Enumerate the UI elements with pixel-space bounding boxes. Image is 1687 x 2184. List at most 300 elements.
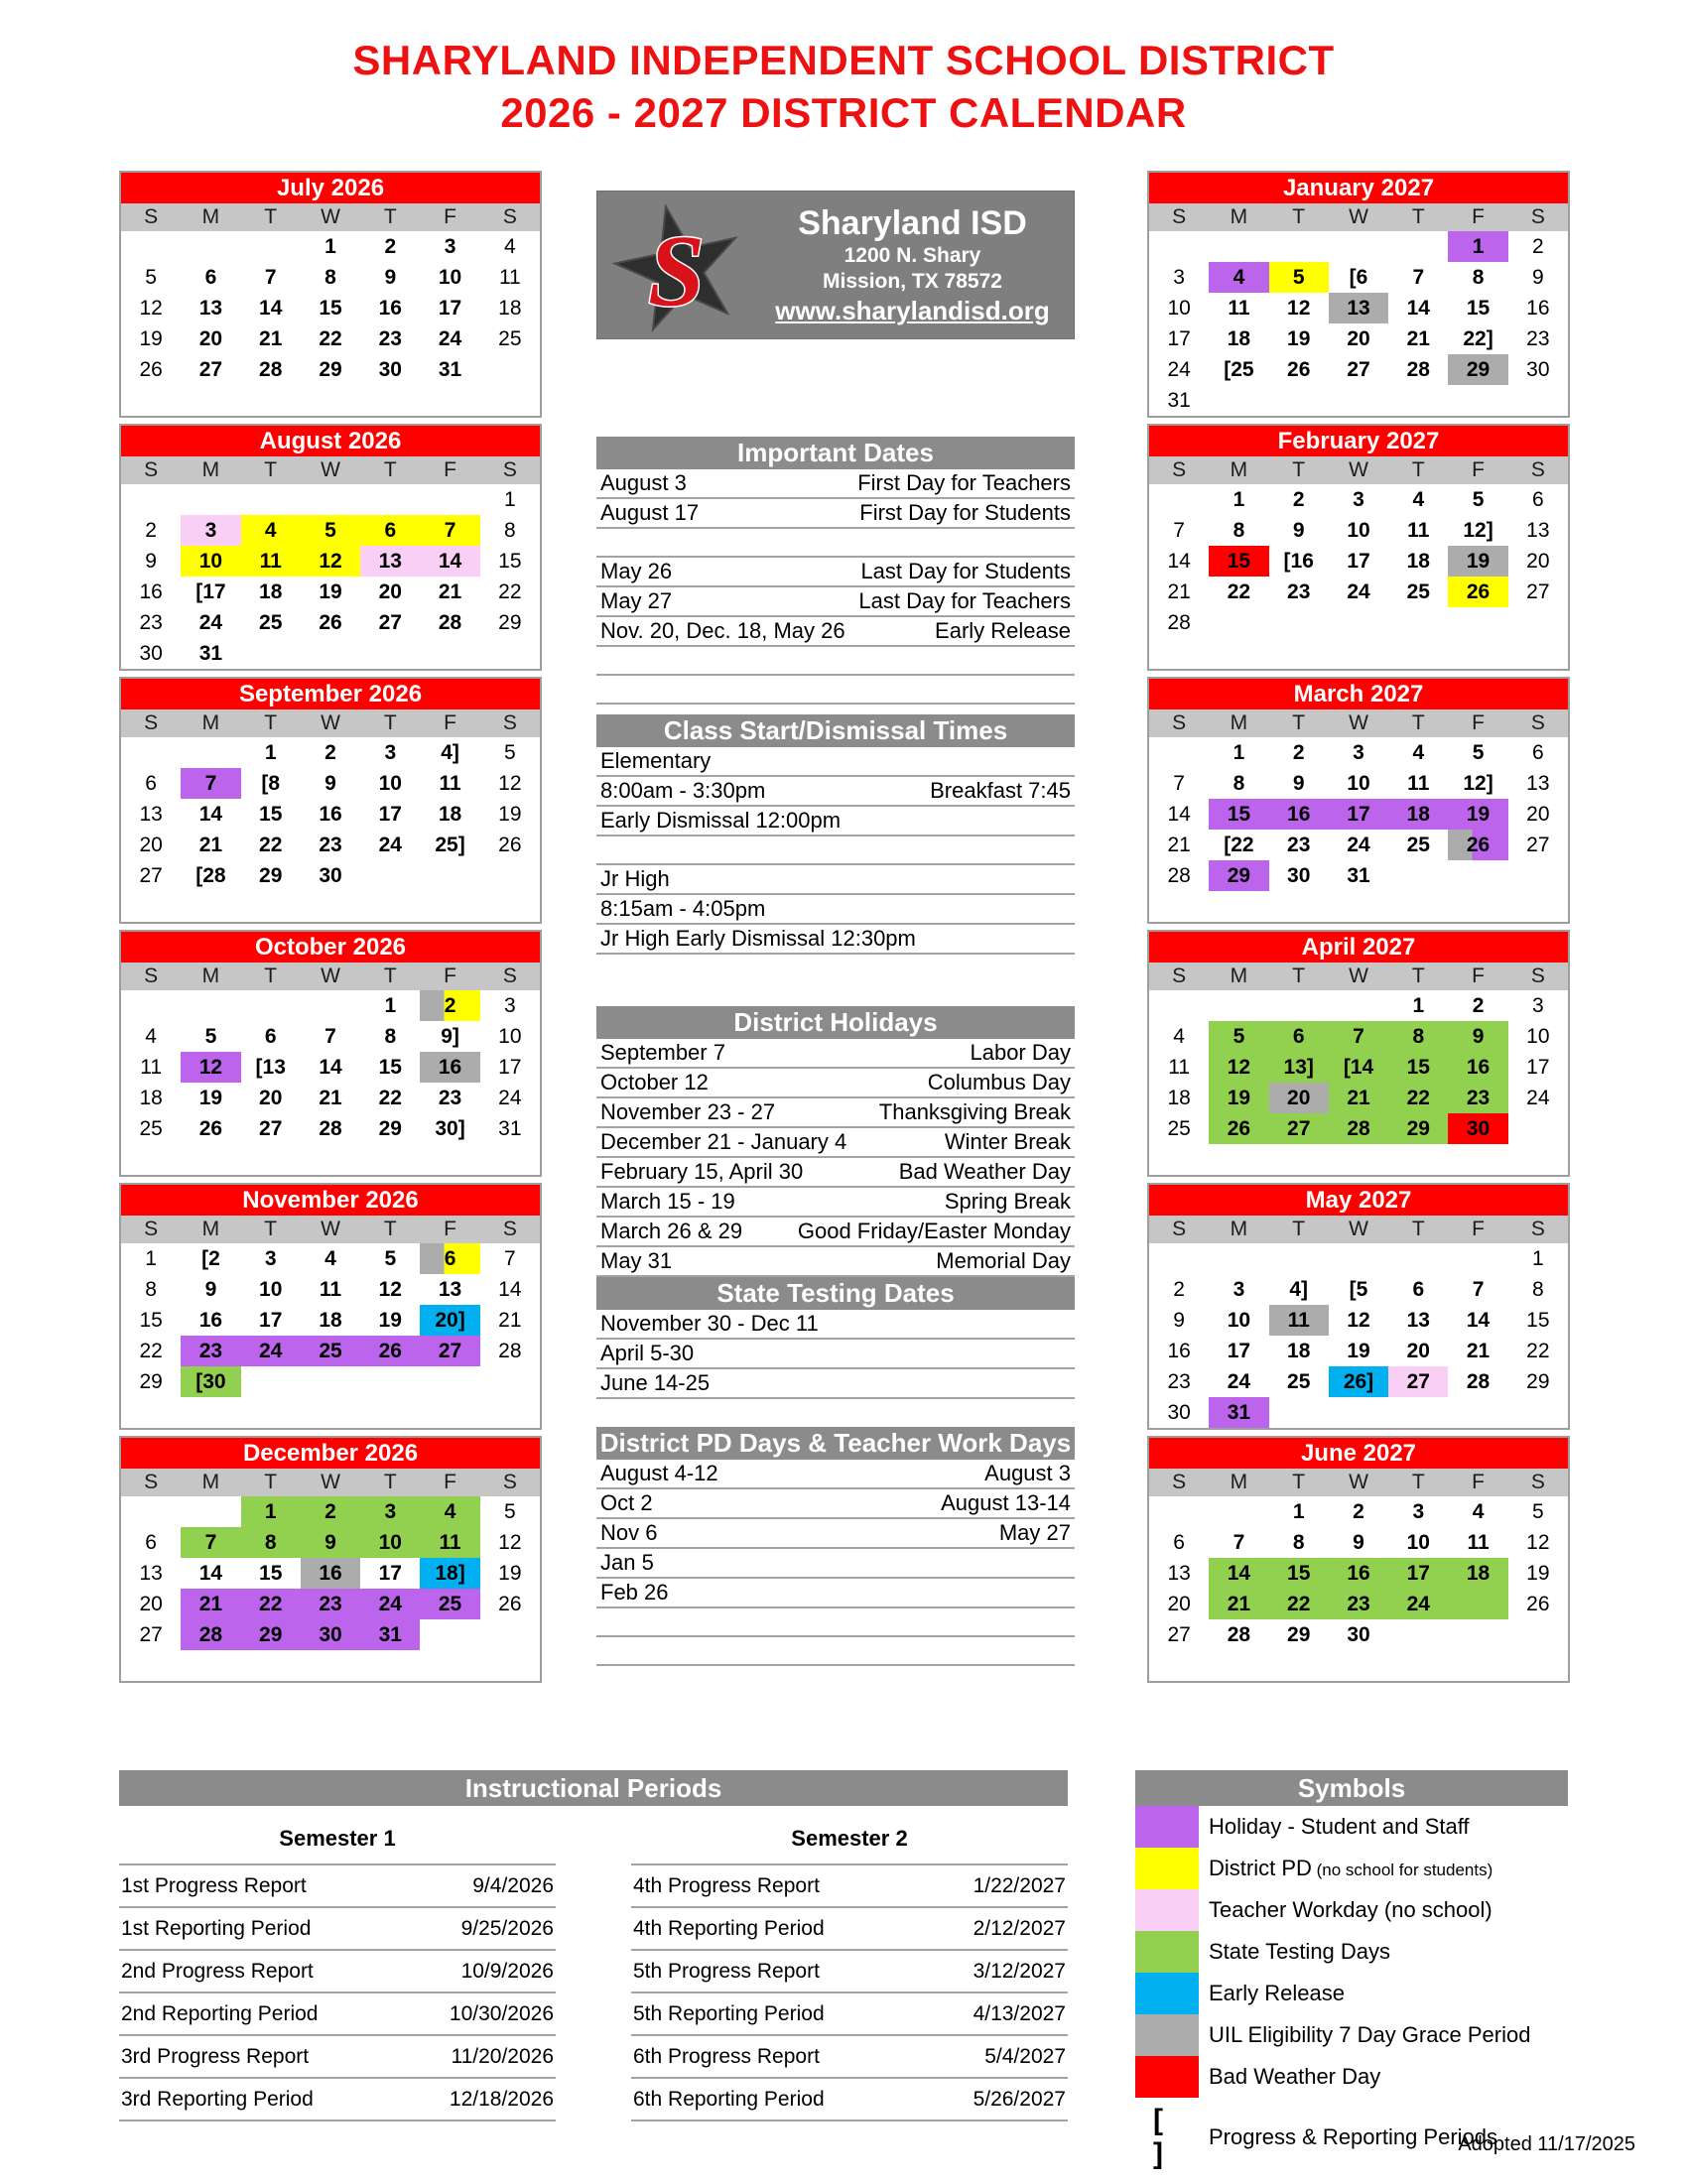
page-title bbox=[0, 34, 1687, 139]
info-row-value: Last Day for Teachers bbox=[858, 588, 1071, 613]
district-name: Sharyland ISD bbox=[798, 204, 1027, 242]
day-cell: 8 bbox=[1233, 519, 1245, 542]
day-cell: 24 bbox=[360, 1589, 420, 1619]
weekday-label: T bbox=[264, 205, 278, 228]
day-cell: 15 bbox=[1466, 297, 1491, 320]
weekday-header-row bbox=[121, 963, 540, 990]
day-cell: 19 bbox=[1448, 546, 1507, 577]
period-row bbox=[631, 2079, 1068, 2121]
month-days-grid bbox=[1149, 737, 1568, 922]
period-date: 10/30/2026 bbox=[449, 2002, 554, 2025]
day-cell: 3 bbox=[1353, 488, 1364, 511]
day-cell: 12 bbox=[1209, 1052, 1268, 1083]
day-cell: 31 bbox=[438, 358, 462, 381]
day-cell: 9 bbox=[1292, 772, 1305, 795]
weekday-label: T bbox=[1411, 1471, 1425, 1493]
weekday-label: S bbox=[502, 205, 517, 228]
period-date: 11/20/2026 bbox=[451, 2045, 554, 2068]
day-cell: 30 bbox=[1448, 1113, 1507, 1144]
day-cell bbox=[420, 638, 479, 669]
day-cell: 4 bbox=[1472, 1500, 1485, 1523]
day-cell: 16 bbox=[1526, 297, 1550, 320]
day-cell: 21 bbox=[1466, 1340, 1491, 1362]
day-cell bbox=[1329, 607, 1388, 638]
day-cell: 29 bbox=[1209, 860, 1268, 891]
day-cell: 11 bbox=[241, 546, 301, 577]
day-cell bbox=[360, 638, 420, 669]
period-row bbox=[631, 2036, 1068, 2079]
weekday-label: T bbox=[383, 1218, 397, 1240]
weekday-label: S bbox=[1530, 964, 1545, 987]
info-row-label: 8:00am - 3:30pm bbox=[600, 778, 766, 803]
month-days-grid bbox=[121, 990, 540, 1175]
weekday-label: W bbox=[1349, 458, 1368, 481]
symbol-row-bad-weather-day bbox=[1135, 2056, 1568, 2098]
info-row bbox=[596, 1069, 1075, 1098]
info-row bbox=[596, 1340, 1075, 1369]
day-cell: 4 bbox=[324, 1247, 336, 1270]
day-cell: 6 bbox=[1412, 1278, 1425, 1301]
day-cell: 24 bbox=[198, 611, 223, 634]
info-row bbox=[596, 1247, 1075, 1277]
info-row-value: Spring Break bbox=[944, 1189, 1071, 1214]
semester-2-table bbox=[631, 1806, 1068, 2121]
day-cell: 23 bbox=[1329, 1589, 1388, 1619]
semester-1-title: Semester 1 bbox=[119, 1826, 556, 1865]
symbol-swatch-green-icon bbox=[1135, 1931, 1199, 1973]
day-cell: 6 bbox=[145, 1531, 157, 1554]
day-cell: 12 bbox=[1526, 1531, 1550, 1554]
day-cell: 12 bbox=[181, 1052, 240, 1083]
day-cell: 16 bbox=[139, 580, 163, 603]
weekday-label: M bbox=[201, 458, 220, 481]
day-cell bbox=[241, 231, 301, 262]
weekday-label: M bbox=[201, 964, 220, 987]
weekday-label: M bbox=[201, 205, 220, 228]
weekday-label: S bbox=[1530, 1218, 1545, 1240]
day-cell: 8 bbox=[384, 1025, 397, 1048]
weekday-label: M bbox=[201, 1218, 220, 1240]
weekday-label: S bbox=[1530, 711, 1545, 734]
day-cell bbox=[241, 638, 301, 669]
day-cell: 13 bbox=[1167, 1562, 1191, 1585]
symbols-legend bbox=[1135, 1770, 1568, 2171]
month-title: May 2027 bbox=[1149, 1185, 1568, 1216]
day-cell bbox=[241, 1366, 301, 1397]
period-date: 1/22/2027 bbox=[973, 1874, 1066, 1897]
day-cell: 7 bbox=[1233, 1531, 1245, 1554]
day-cell: 26 bbox=[498, 834, 522, 856]
day-cell bbox=[1448, 607, 1507, 638]
weekday-label: S bbox=[502, 1218, 517, 1240]
district-logo-box bbox=[596, 191, 1075, 339]
day-cell: 15 bbox=[498, 550, 522, 573]
day-cell bbox=[1329, 990, 1388, 1021]
day-cell: 2 bbox=[1292, 741, 1305, 764]
day-cell: 18 bbox=[1388, 799, 1448, 830]
info-row-label: Oct 2 bbox=[600, 1490, 653, 1515]
day-cell: 21 bbox=[319, 1087, 342, 1109]
month-september-2026 bbox=[119, 677, 542, 924]
weekday-label: F bbox=[1472, 205, 1485, 228]
day-cell: 2 bbox=[1292, 488, 1305, 511]
day-cell: 14 bbox=[319, 1056, 342, 1079]
weekday-label: W bbox=[321, 964, 340, 987]
info-row-label: Jr High bbox=[600, 866, 670, 891]
day-cell: 20 bbox=[259, 1087, 283, 1109]
section-district-holidays bbox=[596, 1006, 1075, 1277]
day-cell: 11 bbox=[420, 1527, 479, 1558]
day-cell: 15 bbox=[378, 1056, 402, 1079]
month-november-2026 bbox=[119, 1183, 542, 1430]
day-cell: 9 bbox=[1532, 266, 1544, 289]
day-cell: 2 bbox=[1472, 994, 1485, 1017]
day-cell: 16 bbox=[198, 1309, 223, 1332]
day-cell: 7 bbox=[420, 515, 479, 546]
day-cell: 30 bbox=[1526, 358, 1550, 381]
day-cell bbox=[1448, 1619, 1507, 1650]
day-cell: 25 bbox=[1167, 1117, 1191, 1140]
weekday-label: W bbox=[1349, 711, 1368, 734]
period-name: 2nd Reporting Period bbox=[121, 2002, 319, 2025]
period-name: 6th Progress Report bbox=[633, 2045, 820, 2068]
day-cell: 26 bbox=[319, 611, 342, 634]
day-cell: 5 bbox=[1209, 1021, 1268, 1052]
weekday-header-row bbox=[121, 1469, 540, 1496]
info-row-label: May 27 bbox=[600, 588, 673, 613]
day-cell: [8 bbox=[261, 772, 281, 795]
day-cell: 10 bbox=[1167, 297, 1191, 320]
weekday-label: W bbox=[321, 1471, 340, 1493]
day-cell: 7 bbox=[1173, 519, 1185, 542]
day-cell: 2 bbox=[1353, 1500, 1364, 1523]
day-cell: 14 bbox=[198, 1562, 223, 1585]
weekday-label: W bbox=[1349, 205, 1368, 228]
day-cell bbox=[1269, 1397, 1329, 1428]
weekday-header-row bbox=[1149, 1216, 1568, 1243]
weekday-label: M bbox=[1230, 205, 1248, 228]
day-cell: 7 bbox=[324, 1025, 336, 1048]
symbol-label: Teacher Workday (no school) bbox=[1209, 1897, 1492, 1922]
info-row-value: Thanksgiving Break bbox=[878, 1099, 1071, 1124]
day-cell: 16 bbox=[378, 297, 402, 320]
weekday-header-row bbox=[1149, 456, 1568, 484]
district-website-link[interactable]: www.sharylandisd.org bbox=[775, 296, 1050, 325]
day-cell: 17 bbox=[498, 1056, 522, 1079]
day-cell: 20] bbox=[420, 1305, 479, 1336]
weekday-label: S bbox=[502, 458, 517, 481]
day-cell: 5 bbox=[1269, 262, 1329, 293]
day-cell: 6 bbox=[360, 515, 420, 546]
day-cell: 27 bbox=[139, 864, 163, 887]
day-cell: [5 bbox=[1349, 1278, 1368, 1301]
info-row-value: Last Day for Students bbox=[860, 559, 1071, 583]
month-days-grid bbox=[1149, 1243, 1568, 1428]
info-row bbox=[596, 1489, 1075, 1519]
day-cell: 17 bbox=[259, 1309, 283, 1332]
day-cell: 16 bbox=[301, 1558, 360, 1589]
month-days-grid bbox=[1149, 1496, 1568, 1681]
day-cell: 5 bbox=[1532, 1500, 1544, 1523]
day-cell: 7 bbox=[1472, 1278, 1485, 1301]
day-cell bbox=[480, 1619, 540, 1650]
day-cell bbox=[1388, 607, 1448, 638]
day-cell: 12 bbox=[498, 1531, 522, 1554]
day-cell: 1 bbox=[324, 235, 336, 258]
day-cell: 26 bbox=[360, 1336, 420, 1366]
day-cell: 5 bbox=[384, 1247, 397, 1270]
day-cell: 27 bbox=[1526, 580, 1550, 603]
period-row bbox=[119, 1908, 556, 1951]
day-cell: 23 bbox=[1287, 580, 1311, 603]
day-cell: 20 bbox=[1269, 1083, 1329, 1113]
weekday-label: S bbox=[144, 1218, 159, 1240]
day-cell bbox=[420, 1366, 479, 1397]
period-date: 4/13/2027 bbox=[973, 2002, 1066, 2025]
weekday-label: T bbox=[383, 458, 397, 481]
day-cell bbox=[241, 990, 301, 1021]
day-cell: 29 bbox=[378, 1117, 402, 1140]
day-cell: 5 bbox=[145, 266, 157, 289]
weekday-label: T bbox=[1292, 1218, 1306, 1240]
weekday-label: T bbox=[264, 964, 278, 987]
day-cell: 24 bbox=[1526, 1087, 1550, 1109]
info-row-label: 8:15am - 4:05pm bbox=[600, 896, 766, 921]
info-row bbox=[596, 865, 1075, 895]
day-cell: 28 bbox=[319, 1117, 342, 1140]
weekday-label: F bbox=[444, 458, 456, 481]
day-cell: 16 bbox=[319, 803, 342, 826]
day-cell bbox=[121, 231, 181, 262]
weekday-label: S bbox=[144, 711, 159, 734]
day-cell: 23 bbox=[1526, 327, 1550, 350]
info-row-label: November 23 - 27 bbox=[600, 1099, 776, 1124]
day-cell: 15 bbox=[1209, 546, 1268, 577]
info-row bbox=[596, 647, 1075, 676]
info-row bbox=[596, 499, 1075, 529]
day-cell: 7 bbox=[1329, 1021, 1388, 1052]
day-cell bbox=[1448, 860, 1507, 891]
day-cell: 19 bbox=[498, 803, 522, 826]
period-name: 2nd Progress Report bbox=[121, 1960, 314, 1983]
day-cell: 22 bbox=[1526, 1340, 1550, 1362]
day-cell: 8 bbox=[145, 1278, 157, 1301]
day-cell: 29 bbox=[241, 1619, 301, 1650]
day-cell: 1 bbox=[1233, 741, 1245, 764]
info-row bbox=[596, 895, 1075, 925]
day-cell bbox=[121, 484, 181, 515]
day-cell bbox=[1269, 1243, 1329, 1274]
instructional-periods-header: Instructional Periods bbox=[119, 1770, 1068, 1806]
info-row-label: September 7 bbox=[600, 1040, 725, 1065]
day-cell: 14 bbox=[259, 297, 283, 320]
day-cell bbox=[1508, 1619, 1568, 1650]
day-cell: 4 bbox=[1173, 1025, 1185, 1048]
info-row-value: Winter Break bbox=[944, 1129, 1071, 1154]
day-cell: 8 bbox=[504, 519, 516, 542]
day-cell: 21 bbox=[438, 580, 462, 603]
day-cell: 18 bbox=[498, 297, 522, 320]
day-cell: 25] bbox=[435, 834, 465, 856]
day-cell: 5 bbox=[1472, 741, 1485, 764]
weekday-label: S bbox=[1530, 205, 1545, 228]
svg-text:S: S bbox=[648, 215, 706, 328]
day-cell bbox=[1329, 231, 1388, 262]
day-cell: 14 bbox=[420, 546, 479, 577]
day-cell: 4 bbox=[504, 235, 516, 258]
day-cell: 23 bbox=[1448, 1083, 1507, 1113]
district-address-line1: 1200 N. Shary bbox=[844, 244, 981, 267]
info-row bbox=[596, 1039, 1075, 1069]
section-header-district-holidays: District Holidays bbox=[596, 1006, 1075, 1039]
calendar-column-left bbox=[119, 171, 542, 1689]
day-cell: 10 bbox=[1347, 772, 1370, 795]
section-state-testing bbox=[596, 1277, 1075, 1399]
month-march-2027 bbox=[1147, 677, 1570, 924]
month-days-grid bbox=[121, 1496, 540, 1681]
day-cell: 8 bbox=[1388, 1021, 1448, 1052]
month-july-2026 bbox=[119, 171, 542, 418]
weekday-label: F bbox=[444, 205, 456, 228]
day-cell: 16 bbox=[1448, 1052, 1507, 1083]
day-cell: 22 bbox=[139, 1340, 163, 1362]
info-row bbox=[596, 747, 1075, 777]
weekday-label: S bbox=[1172, 711, 1187, 734]
day-cell: 23 bbox=[438, 1087, 462, 1109]
day-cell: 4] bbox=[1289, 1278, 1309, 1301]
day-cell: 13 bbox=[1406, 1309, 1430, 1332]
day-cell: 11 bbox=[1269, 1305, 1329, 1336]
weekday-label: M bbox=[1230, 964, 1248, 987]
weekday-label: W bbox=[321, 458, 340, 481]
day-cell: 15 bbox=[1209, 799, 1268, 830]
month-june-2027 bbox=[1147, 1436, 1570, 1683]
day-cell bbox=[1269, 607, 1329, 638]
weekday-label: T bbox=[1411, 964, 1425, 987]
day-cell: 4 bbox=[1412, 741, 1425, 764]
day-cell bbox=[301, 1366, 360, 1397]
info-row bbox=[596, 1519, 1075, 1549]
section-header-important-dates: Important Dates bbox=[596, 437, 1075, 469]
day-cell: 29 bbox=[259, 864, 283, 887]
day-cell: 21 bbox=[1167, 580, 1191, 603]
month-title: October 2026 bbox=[121, 932, 540, 963]
day-cell bbox=[1209, 1496, 1268, 1527]
day-cell: 16 bbox=[1167, 1340, 1191, 1362]
symbol-row-district-pd bbox=[1135, 1848, 1568, 1889]
weekday-label: T bbox=[383, 711, 397, 734]
day-cell: 17 bbox=[1329, 799, 1388, 830]
day-cell bbox=[420, 1619, 479, 1650]
day-cell: 22] bbox=[1463, 327, 1493, 350]
day-cell: 23 bbox=[1167, 1370, 1191, 1393]
day-cell bbox=[420, 484, 479, 515]
symbol-label: Holiday - Student and Staff bbox=[1209, 1814, 1470, 1839]
info-row bbox=[596, 1460, 1075, 1489]
day-cell: 6 bbox=[420, 1243, 479, 1274]
day-cell: 25 bbox=[420, 1589, 479, 1619]
weekday-label: M bbox=[201, 1471, 220, 1493]
day-cell: 9 bbox=[1173, 1309, 1185, 1332]
month-title: November 2026 bbox=[121, 1185, 540, 1216]
day-cell: 20 bbox=[1526, 550, 1550, 573]
month-days-grid bbox=[1149, 990, 1568, 1175]
day-cell: 18 bbox=[1227, 327, 1251, 350]
day-cell: 23 bbox=[301, 1589, 360, 1619]
day-cell: 29 bbox=[1388, 1113, 1448, 1144]
day-cell bbox=[181, 484, 240, 515]
day-cell bbox=[301, 484, 360, 515]
day-cell: 31 bbox=[1209, 1397, 1268, 1428]
month-days-grid bbox=[1149, 231, 1568, 416]
day-cell: [16 bbox=[1283, 550, 1314, 573]
weekday-label: F bbox=[444, 1471, 456, 1493]
day-cell: 10 bbox=[498, 1025, 522, 1048]
day-cell: 21 bbox=[259, 327, 283, 350]
day-cell: 8 bbox=[1292, 1531, 1305, 1554]
period-name: 5th Progress Report bbox=[633, 1960, 820, 1983]
day-cell bbox=[1508, 860, 1568, 891]
symbol-row-early-release bbox=[1135, 1973, 1568, 2014]
day-cell: 14 bbox=[1209, 1558, 1268, 1589]
weekday-label: M bbox=[1230, 458, 1248, 481]
day-cell: 13 bbox=[1526, 519, 1550, 542]
day-cell: 20 bbox=[139, 834, 163, 856]
info-row-label: December 21 - January 4 bbox=[600, 1129, 847, 1154]
instructional-periods bbox=[119, 1770, 1068, 2171]
day-cell bbox=[301, 990, 360, 1021]
day-cell: 25 bbox=[301, 1336, 360, 1366]
weekday-label: S bbox=[1172, 205, 1187, 228]
day-cell: 18 bbox=[1167, 1087, 1191, 1109]
weekday-header-row bbox=[1149, 709, 1568, 737]
weekday-label: S bbox=[1172, 458, 1187, 481]
info-row-label: Elementary bbox=[600, 748, 712, 773]
day-cell: 11 bbox=[319, 1278, 342, 1301]
day-cell: 16 bbox=[1329, 1558, 1388, 1589]
day-cell: 9] bbox=[441, 1025, 459, 1048]
weekday-label: T bbox=[1292, 964, 1306, 987]
weekday-label: T bbox=[1292, 711, 1306, 734]
day-cell: 8 bbox=[1472, 266, 1485, 289]
weekday-label: T bbox=[1292, 458, 1306, 481]
day-cell bbox=[1149, 1496, 1209, 1527]
day-cell: 3 bbox=[360, 1496, 420, 1527]
day-cell: 25 bbox=[498, 327, 522, 350]
day-cell: 12 bbox=[1347, 1309, 1370, 1332]
period-name: 1st Progress Report bbox=[121, 1874, 307, 1897]
month-title: January 2027 bbox=[1149, 173, 1568, 203]
weekday-label: T bbox=[1411, 1218, 1425, 1240]
info-row bbox=[596, 1218, 1075, 1247]
day-cell: 21 bbox=[181, 1589, 240, 1619]
day-cell: 22 bbox=[498, 580, 522, 603]
day-cell bbox=[1149, 990, 1209, 1021]
symbol-label-note: (no school for students) bbox=[1311, 1861, 1493, 1879]
info-row-value: First Day for Students bbox=[859, 500, 1071, 525]
weekday-header-row bbox=[121, 203, 540, 231]
info-row bbox=[596, 925, 1075, 955]
day-cell: 18 bbox=[438, 803, 462, 826]
weekday-label: W bbox=[321, 205, 340, 228]
period-date: 12/18/2026 bbox=[449, 2088, 554, 2111]
day-cell: 18 bbox=[139, 1087, 163, 1109]
period-name: 3rd Progress Report bbox=[121, 2045, 310, 2068]
day-cell: 2 bbox=[1173, 1278, 1185, 1301]
day-cell bbox=[1149, 1243, 1209, 1274]
weekday-header-row bbox=[121, 709, 540, 737]
weekday-header-row bbox=[1149, 963, 1568, 990]
